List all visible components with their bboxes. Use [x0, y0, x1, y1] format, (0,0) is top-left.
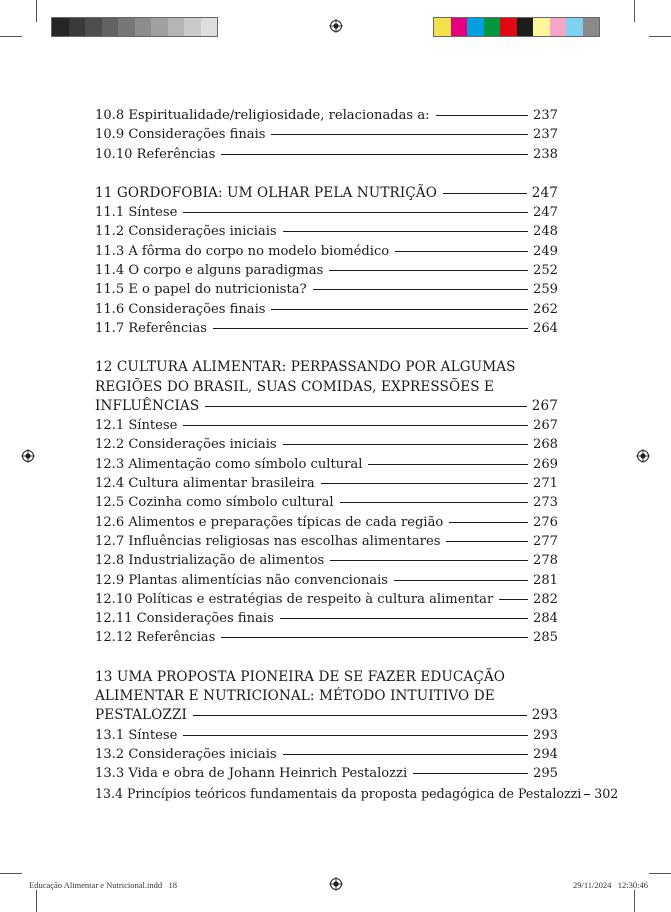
toc-entry[interactable]: 12.4 Cultura alimentar brasileira 271 — [95, 476, 558, 492]
crop-mark — [649, 36, 671, 37]
toc-entry[interactable]: 13.4 Princípios teóricos fundamentais da proposta pedagógica de Pestalozzi 302 — [95, 785, 619, 801]
crop-mark — [36, 0, 37, 22]
toc-chapter-heading-line: ALIMENTAR E NUTRICIONAL: MÉTODO INTUITIVO DE — [95, 688, 495, 705]
color-swatch — [102, 18, 119, 36]
slug-filename: Educação Alimentar e Nutricional.indd 18 — [29, 880, 177, 890]
color-swatch — [451, 18, 468, 36]
crop-mark — [649, 873, 671, 874]
toc-entry[interactable]: 12.2 Considerações iniciais 268 — [95, 437, 558, 453]
toc-entry[interactable]: 12.3 Alimentação como símbolo cultural 269 — [95, 456, 558, 472]
toc-entry[interactable]: 11.6 Considerações finais 262 — [95, 301, 558, 317]
crop-mark — [0, 873, 22, 874]
toc-entry[interactable]: 11.7 Referências 264 — [95, 320, 558, 336]
toc-chapter-heading-line: 13 UMA PROPOSTA PIONEIRA DE SE FAZER EDUCAÇÃO — [95, 668, 505, 685]
color-swatch — [168, 18, 185, 36]
registration-mark-icon — [636, 449, 650, 463]
registration-mark-icon — [329, 877, 343, 891]
toc-chapter-heading[interactable]: INFLUÊNCIAS 267 — [95, 397, 558, 414]
color-swatch — [500, 18, 517, 36]
toc-entry[interactable]: 10.9 Considerações finais 237 — [95, 127, 558, 143]
crop-mark — [634, 890, 635, 912]
toc-entry[interactable]: 11.4 O corpo e alguns paradigmas 252 — [95, 263, 558, 279]
color-swatch — [583, 18, 600, 36]
toc-entry[interactable]: 12.10 Políticas e estratégias de respeito à cultura alimentar 282 — [95, 591, 558, 607]
toc-entry[interactable]: 13.1 Síntese 293 — [95, 727, 558, 743]
color-swatch — [517, 18, 534, 36]
toc-entry[interactable]: 11.5 E o papel do nutricionista? 259 — [95, 282, 558, 298]
color-swatch — [151, 18, 168, 36]
toc-chapter-11-section — [95, 184, 558, 338]
toc-entry[interactable]: 11.2 Considerações iniciais 248 — [95, 224, 558, 240]
color-swatch — [467, 18, 484, 36]
toc-entry[interactable]: 10.8 Espiritualidade/religiosidade, relacionadas a: 237 — [95, 108, 558, 123]
crop-mark — [36, 890, 37, 912]
toc-chapter-heading-line: 12 CULTURA ALIMENTAR: PERPASSANDO POR ALGUMAS — [95, 359, 516, 376]
color-swatch — [484, 18, 501, 36]
toc-entry[interactable]: 10.10 Referências 238 — [95, 146, 558, 162]
crop-mark — [634, 0, 635, 22]
color-swatch — [52, 18, 69, 36]
toc-entry[interactable]: 11.1 Síntese 247 — [95, 205, 558, 221]
color-swatch — [118, 18, 135, 36]
toc-chapter-12-section — [95, 358, 558, 647]
toc-chapter-heading[interactable]: 11 GORDOFOBIA: UM OLHAR PELA NUTRIÇÃO 247 — [95, 184, 558, 201]
toc-entry[interactable]: 12.1 Síntese 267 — [95, 418, 558, 434]
color-swatch — [184, 18, 201, 36]
table-of-contents — [95, 106, 619, 823]
toc-chapter-13-section — [95, 668, 619, 803]
toc-entry[interactable]: 12.9 Plantas alimentícias não convencionais 281 — [95, 572, 558, 588]
crop-mark — [0, 36, 22, 37]
toc-entry[interactable]: 13.2 Considerações iniciais 294 — [95, 746, 558, 762]
toc-chapter-heading-line: REGIÕES DO BRASIL, SUAS COMIDAS, EXPRESSÕES E — [95, 378, 495, 395]
toc-entry[interactable]: 12.7 Influências religiosas nas escolhas alimentares 277 — [95, 533, 558, 549]
toc-entry[interactable]: 12.8 Industrialização de alimentos 278 — [95, 553, 558, 569]
slug-timestamp: 29/11/2024 12:30:46 — [572, 880, 648, 890]
color-swatch — [566, 18, 583, 36]
color-swatch — [434, 18, 451, 36]
color-swatch — [135, 18, 152, 36]
color-swatch — [85, 18, 102, 36]
registration-mark-icon — [21, 449, 35, 463]
registration-mark-icon — [329, 19, 343, 33]
toc-entry[interactable]: 12.6 Alimentos e preparações típicas de cada região 276 — [95, 514, 558, 530]
process-color-bar — [433, 17, 600, 37]
color-swatch — [533, 18, 550, 36]
color-swatch — [201, 18, 218, 36]
toc-entry[interactable]: 12.11 Considerações finais 284 — [95, 611, 558, 627]
toc-chapter-10-section — [95, 106, 558, 164]
grayscale-color-bar — [51, 17, 218, 37]
toc-entry[interactable]: 12.5 Cozinha como símbolo cultural 273 — [95, 495, 558, 511]
toc-entry[interactable]: 13.3 Vida e obra de Johann Heinrich Pestalozzi 295 — [95, 766, 558, 782]
toc-entry[interactable]: 11.3 A fôrma do corpo no modelo biomédico 249 — [95, 243, 558, 259]
toc-chapter-heading[interactable]: PESTALOZZI 293 — [95, 707, 558, 724]
toc-entry[interactable]: 12.12 Referências 285 — [95, 630, 558, 646]
color-swatch — [550, 18, 567, 36]
color-swatch — [69, 18, 86, 36]
